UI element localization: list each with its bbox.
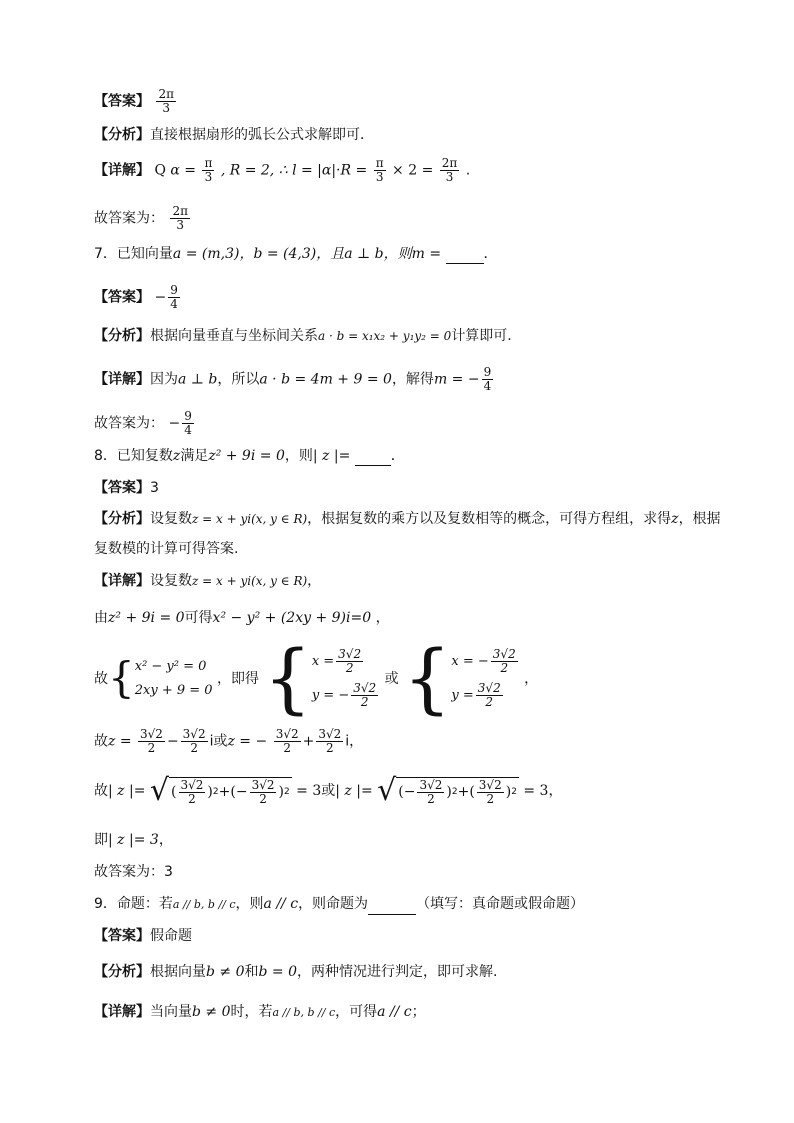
q9-answer-line: 【答案】假命题 <box>94 928 192 944</box>
so-answer-label: 故答案为： <box>94 210 164 227</box>
q6-answer-line <box>94 88 178 115</box>
q6-detail-line: 【详解】 Q α = $\frac{\pi}{3}$ , R = 2, ∴ l = |α|·R = $\frac{\pi}{3}$ × 2 = $\frac{2\pi}{3}$ . <box>94 156 471 184</box>
q7-answer-line: 【答案】 − $\frac{9}{4}$ <box>94 283 178 311</box>
q9-answer-blank <box>368 900 416 915</box>
q7-final-line: 故答案为： − $\frac{9}{4}$ <box>94 409 192 437</box>
q8-step-5: 即| z |= 3， <box>94 832 173 848</box>
sqrt-icon: √ (− $\frac{3√2}{2}$ ) 2 +( $\frac{3√2}{2}$ ) 2 <box>377 773 517 808</box>
q9-stem: 9．命题：若a // b, b // c，则a // c，则命题为 （填写：真命题或假命题） <box>94 894 584 915</box>
q8-answer-line: 【答案】3 <box>94 480 159 496</box>
left-brace-icon: { <box>263 633 312 722</box>
left-brace-icon: { <box>108 653 135 702</box>
q8-step-3: 故z = $\frac{3√2}{2}$ − $\frac{3√2}{2}$ i或z = − $\frac{3√2}{2}$ + $\frac{3√2}{2}$ i， <box>94 727 364 755</box>
q9-analysis-line: 【分析】根据向量b ≠ 0和b = 0，两种情况进行判定，即可求解. <box>94 964 498 980</box>
answer-tag: 【答案】 <box>94 93 150 110</box>
q6-analysis-line <box>94 125 374 145</box>
q9-detail-line: 【详解】当向量b ≠ 0时，若a // b, b // c，可得a // c； <box>94 1004 426 1020</box>
q8-answer-blank <box>355 451 391 466</box>
q8-analysis-line: 【分析】设复数z = x + yi(x, y ∈ R)，根据复数的乘方以及复数相等的概念，可得方程组，求得z，根据 <box>94 511 721 527</box>
q8-detail-line: 【详解】设复数z = x + yi(x, y ∈ R)， <box>94 573 322 589</box>
q7-detail-line: 【详解】因为a ⊥ b，所以a · b = 4m + 9 = 0，解得m = − $\frac{9}{4}$ <box>94 365 492 393</box>
q6-analysis-text: 直接根据扇形的弧长公式求解即可． <box>150 127 374 143</box>
q8-step-2: 故 { x² − y² = 0 2xy + 9 = 0 ，即得 { x = $\frac{3√2}{2}$ y = − $\frac{3√2}{2}$ 或 { x = − $\frac{3√2}{2}$ y = $\frac{3√2}{2}$ ， <box>94 633 539 722</box>
q8-stem: 8．已知复数z满足z² + 9i = 0，则| z |= ． <box>94 448 405 464</box>
analysis-tag: 【分析】 <box>94 127 150 143</box>
q8-system-1: 故 { x² − y² = 0 2xy + 9 = 0 <box>94 653 213 702</box>
q8-final-line: 故答案为：3 <box>94 864 173 880</box>
detail-tag: 【详解】 <box>94 162 150 179</box>
q8-system-2: { x = $\frac{3√2}{2}$ y = − $\frac{3√2}{2}$ <box>263 633 377 722</box>
q8-analysis-line-2: 复数模的计算可得答案. <box>94 541 239 557</box>
sqrt-icon: √ ( $\frac{3√2}{2}$ ) 2 +(− $\frac{3√2}{2}$ ) 2 <box>149 773 290 808</box>
q8-step-4: 故| z |= √ ( $\frac{3√2}{2}$ ) 2 +(− $\frac{3√2}{2}$ ) 2 = 3或| z |= √ (− $\frac{3√2}{2}$ ) 2 +( $\frac{3√2}{2}$ ) 2 = 3， <box>94 773 563 808</box>
q7-stem: 7．已知向量a = (m,3)，b = (4,3)，且a ⊥ b，则m = ． <box>94 246 498 262</box>
q7-answer-blank <box>446 249 484 264</box>
q6-answer-fraction: $\frac{2\pi}{3}$ <box>158 87 174 115</box>
q8-system-3: { x = − $\frac{3√2}{2}$ y = $\frac{3√2}{2}$ <box>403 633 516 722</box>
q8-step-1: 由z² + 9i = 0可得x² − y² + (2xy + 9)i=0 ， <box>94 610 390 626</box>
q6-final-line: 故答案为： $\frac{2\pi}{3}$ <box>94 204 188 232</box>
q7-analysis-line: 【分析】根据向量垂直与坐标间关系a · b = x₁x₂ + y₁y₂ = 0计算即可. <box>94 328 512 344</box>
left-brace-icon: { <box>403 633 452 722</box>
